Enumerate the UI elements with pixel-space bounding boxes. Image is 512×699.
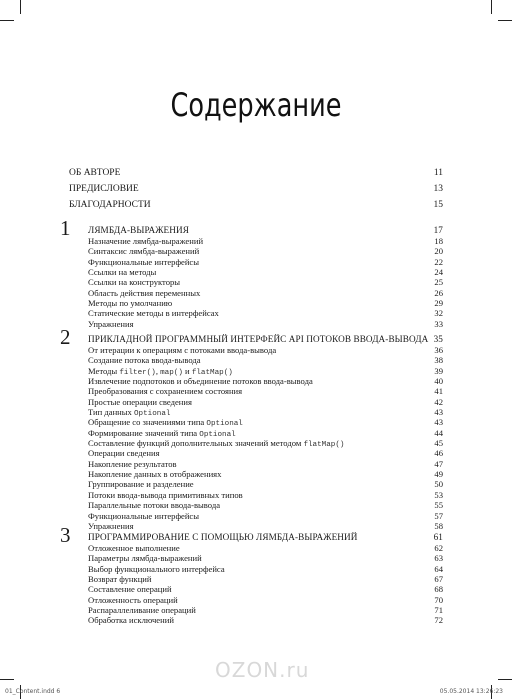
- entry-text: Ссылки на методы: [88, 267, 157, 278]
- toc-entry-title: [88, 407, 170, 417]
- toc-entry-page: 57: [434, 510, 443, 521]
- toc-entry-page: 68: [434, 584, 443, 595]
- page-title: Содержание: [170, 86, 342, 124]
- toc-entry-page: 64: [434, 563, 443, 574]
- toc-entry-title: [88, 355, 201, 365]
- chapter-title: ПРОГРАММИРОВАНИЕ С ПОМОЩЬЮ ЛЯМБДА-ВЫРАЖЕНИЙ: [88, 532, 358, 542]
- toc-entry-page: 33: [434, 318, 443, 329]
- toc-entry-page: 63: [434, 553, 443, 564]
- toc-entry-title: [88, 553, 202, 563]
- toc-entry: [69, 438, 443, 448]
- toc-entry: [69, 511, 443, 521]
- chapter-page: 17: [433, 225, 443, 235]
- toc-entry-title: [88, 438, 344, 448]
- toc-entry: [69, 366, 443, 376]
- toc-entry-title: [88, 308, 219, 318]
- toc-entry-page: 43: [434, 407, 443, 418]
- chapter-number: 3: [60, 523, 71, 547]
- toc-entry-title: [88, 417, 243, 427]
- entry-text: Функциональные интерфейсы: [88, 256, 200, 267]
- toc-entry-title: [88, 595, 178, 605]
- toc-entry-title: [88, 490, 243, 500]
- entry-text: Параллельные потоки ввода-вывода: [88, 500, 221, 511]
- entry-text: Отложенность операций: [88, 594, 178, 605]
- toc-entry: [69, 319, 443, 329]
- toc-entry: [69, 417, 443, 427]
- entry-text: Синтаксис лямбда-выражений: [88, 246, 200, 257]
- code-token: Optional: [199, 430, 236, 439]
- toc-entry-page: 47: [434, 458, 443, 469]
- front-matter: [69, 165, 443, 213]
- toc-entry-page: 50: [434, 479, 443, 490]
- footer-file-info: 01_Content.indd 6: [5, 688, 61, 695]
- toc-entry: [69, 345, 443, 355]
- toc-entry-title: [88, 584, 172, 594]
- toc-entry: [69, 308, 443, 318]
- code-token: flatMap(): [191, 368, 233, 377]
- toc-entry-title: [88, 288, 200, 298]
- crop-mark-top-left-v: [20, 0, 21, 14]
- toc-entry-title: [88, 267, 156, 277]
- toc-entry: [69, 605, 443, 615]
- toc-entry: [69, 543, 443, 553]
- toc-entry-page: 25: [434, 277, 443, 288]
- chapter-title: ЛЯМБДА-ВЫРАЖЕНИЯ: [88, 225, 189, 235]
- toc-entry-page: 32: [434, 308, 443, 319]
- crop-mark-top-right-h: [498, 20, 512, 21]
- toc-entry-page: 38: [434, 355, 443, 366]
- code-token: filter(): [119, 368, 156, 377]
- toc-entry-page: 41: [434, 386, 443, 397]
- crop-mark-bottom-left-h: [0, 679, 14, 680]
- toc-entry: [69, 397, 443, 407]
- entry-text: Обработка исключений: [88, 615, 174, 626]
- entry-text: Преобразования с сохранением состояния: [88, 386, 243, 397]
- toc-entry: [69, 355, 443, 365]
- chapter-block: [69, 531, 443, 626]
- toc-entry: [69, 615, 443, 625]
- toc-entry-title: [88, 386, 242, 396]
- entry-text: Операции сведения: [88, 448, 160, 459]
- toc-entry-title: [88, 459, 177, 469]
- chapter-title-row: [69, 531, 443, 543]
- entry-text: и: [182, 365, 192, 376]
- toc-entry-page: 49: [434, 469, 443, 480]
- entry-text: Методы по умолчанию: [88, 298, 173, 309]
- toc-front-title: ОБ АВТОРЕ: [69, 168, 121, 178]
- entry-text: От итерации к операциям с потоками ввода-вывода: [88, 345, 277, 355]
- code-token: Optional: [206, 420, 243, 429]
- toc-entry: [69, 386, 443, 396]
- toc-entry-page: 42: [434, 396, 443, 407]
- toc-entry-page: 67: [434, 574, 443, 585]
- toc-entry: [69, 257, 443, 267]
- toc-entry-page: 46: [434, 448, 443, 459]
- toc-entry: [69, 277, 443, 287]
- chapter-title-row: [69, 224, 443, 236]
- toc-entry-title: [88, 511, 199, 521]
- chapter-block: [69, 224, 443, 329]
- toc-entry-page: 20: [434, 246, 443, 257]
- toc-entry-page: 70: [434, 594, 443, 605]
- toc-entry: [69, 267, 443, 277]
- chapter-title: ПРИКЛАДНОЙ ПРОГРАММНЫЙ ИНТЕРФЕЙС API ПОТОКОВ ВВОДА-ВЫВОДА: [88, 334, 429, 344]
- toc-entry-title: [88, 319, 134, 329]
- toc-entry: [69, 564, 443, 574]
- code-token: Optional: [134, 410, 171, 419]
- entry-text: Формирование значений типа: [88, 427, 200, 438]
- entry-text: Накопление результатов: [88, 458, 177, 469]
- toc-entry-title: [88, 543, 180, 553]
- toc-entry: [69, 469, 443, 479]
- toc-entry-page: 43: [434, 417, 443, 428]
- toc-front-item: [69, 165, 443, 181]
- toc-entry: [69, 479, 443, 489]
- entry-text: Извлечение подпотоков и объединение потоков ввода-вывода: [88, 376, 313, 387]
- toc-entry-title: [88, 345, 276, 355]
- entry-text: Группирование и разделение: [88, 479, 194, 490]
- toc-front-title: ПРЕДИСЛОВИЕ: [69, 184, 139, 194]
- footer-timestamp: 05.05.2014 13:26:23: [439, 688, 503, 695]
- entry-text: Отложенное выполнение: [88, 543, 180, 553]
- chapter-block: [69, 333, 443, 531]
- toc-front-page: 13: [433, 184, 443, 194]
- entry-text: Выбор функционального интерфейса: [88, 563, 225, 574]
- toc-entry-title: [88, 521, 134, 531]
- entry-text: Упражнения: [88, 520, 134, 531]
- toc-entry: [69, 448, 443, 458]
- toc-entry: [69, 407, 443, 417]
- chapter-number: 2: [60, 325, 71, 349]
- toc-front-page: 11: [433, 168, 443, 178]
- toc-entry-title: [88, 448, 160, 458]
- toc-entry-page: 36: [434, 345, 443, 355]
- toc-entry-page: 26: [434, 287, 443, 298]
- toc-entry-page: 72: [434, 615, 443, 626]
- entry-text: Методы: [88, 365, 120, 376]
- entry-text: Возврат функций: [88, 574, 152, 585]
- toc-entry-title: [88, 564, 225, 574]
- chapter-page: 35: [433, 334, 443, 344]
- entry-text: ,: [155, 365, 161, 376]
- toc-entry-page: 18: [434, 236, 443, 246]
- toc-entry-title: [88, 615, 174, 625]
- entry-text: Распараллеливание операций: [88, 605, 196, 616]
- toc-entry-title: [88, 277, 180, 287]
- toc-entry: [69, 500, 443, 510]
- toc-entry: [69, 595, 443, 605]
- entry-text: Тип данных: [88, 407, 134, 418]
- toc-entry-page: 58: [434, 520, 443, 531]
- chapter-number: 1: [60, 216, 71, 240]
- toc-entry: [69, 521, 443, 531]
- code-token: map(): [160, 368, 183, 377]
- toc-entry-title: [88, 376, 313, 386]
- toc-entry-title: [88, 479, 194, 489]
- crop-mark-bottom-right-h: [498, 679, 512, 680]
- toc-entry: [69, 376, 443, 386]
- toc-entry-page: 22: [434, 256, 443, 267]
- toc-front-item: [69, 197, 443, 213]
- toc-entry: [69, 553, 443, 563]
- entry-text: Обращение со значениями типа: [88, 417, 207, 428]
- entry-text: Создание потока ввода-вывода: [88, 355, 201, 366]
- entry-text: Потоки ввода-вывода примитивных типов: [88, 489, 243, 500]
- toc-entry-title: [88, 236, 203, 246]
- toc-entry-title: [88, 469, 221, 479]
- watermark: OZON.ru: [215, 658, 310, 682]
- entry-text: Область действия переменных: [88, 287, 201, 298]
- toc-entry-page: 24: [434, 267, 443, 278]
- toc-entry-title: [88, 257, 199, 267]
- toc-entry-page: 39: [434, 365, 443, 376]
- toc-entry: [69, 574, 443, 584]
- entry-text: Упражнения: [88, 318, 134, 329]
- entry-text: Параметры лямбда-выражений: [88, 553, 202, 564]
- entry-text: Ссылки на конструкторы: [88, 277, 181, 288]
- toc-entry-page: 55: [434, 500, 443, 511]
- toc-entry: [69, 584, 443, 594]
- code-token: flatMap(): [303, 441, 345, 450]
- toc-entry-title: [88, 500, 220, 510]
- entry-text: Назначение лямбда-выражений: [88, 236, 204, 246]
- entry-text: Простые операции сведения: [88, 396, 192, 407]
- toc-entry: [69, 288, 443, 298]
- toc-entry: [69, 298, 443, 308]
- toc-entry-title: [88, 366, 233, 376]
- chapter-page: 61: [433, 532, 443, 542]
- toc-entry-page: 45: [434, 438, 443, 449]
- toc-entry-page: 40: [434, 376, 443, 387]
- entry-text: Накопление данных в отображениях: [88, 469, 222, 480]
- toc-entry-page: 29: [434, 298, 443, 309]
- toc-entry: [69, 236, 443, 246]
- toc-entry-title: [88, 605, 196, 615]
- toc-entry-page: 71: [434, 605, 443, 616]
- toc-entry-title: [88, 428, 236, 438]
- toc-entry-page: 53: [434, 489, 443, 500]
- toc-entry-title: [88, 574, 152, 584]
- entry-text: Составление функций дополнительных значений методом: [88, 438, 304, 449]
- toc-entry: [69, 428, 443, 438]
- toc-front-title: БЛАГОДАРНОСТИ: [69, 200, 151, 210]
- toc-entry: [69, 459, 443, 469]
- chapter-title-row: [69, 333, 443, 345]
- entry-text: Функциональные интерфейсы: [88, 510, 200, 521]
- crop-mark-top-left-h: [0, 20, 14, 21]
- entry-text: Составление операций: [88, 584, 172, 595]
- toc-entry-title: [88, 246, 199, 256]
- toc-entry-title: [88, 298, 172, 308]
- toc-entry-page: 44: [434, 427, 443, 438]
- toc-entry-page: 62: [434, 543, 443, 553]
- toc-entry: [69, 490, 443, 500]
- toc-entry: [69, 246, 443, 256]
- entry-text: Статические методы в интерфейсах: [88, 308, 219, 319]
- crop-mark-top-right-v: [491, 0, 492, 14]
- toc-front-item: [69, 181, 443, 197]
- toc-entry-title: [88, 397, 192, 407]
- toc-front-page: 15: [433, 200, 443, 210]
